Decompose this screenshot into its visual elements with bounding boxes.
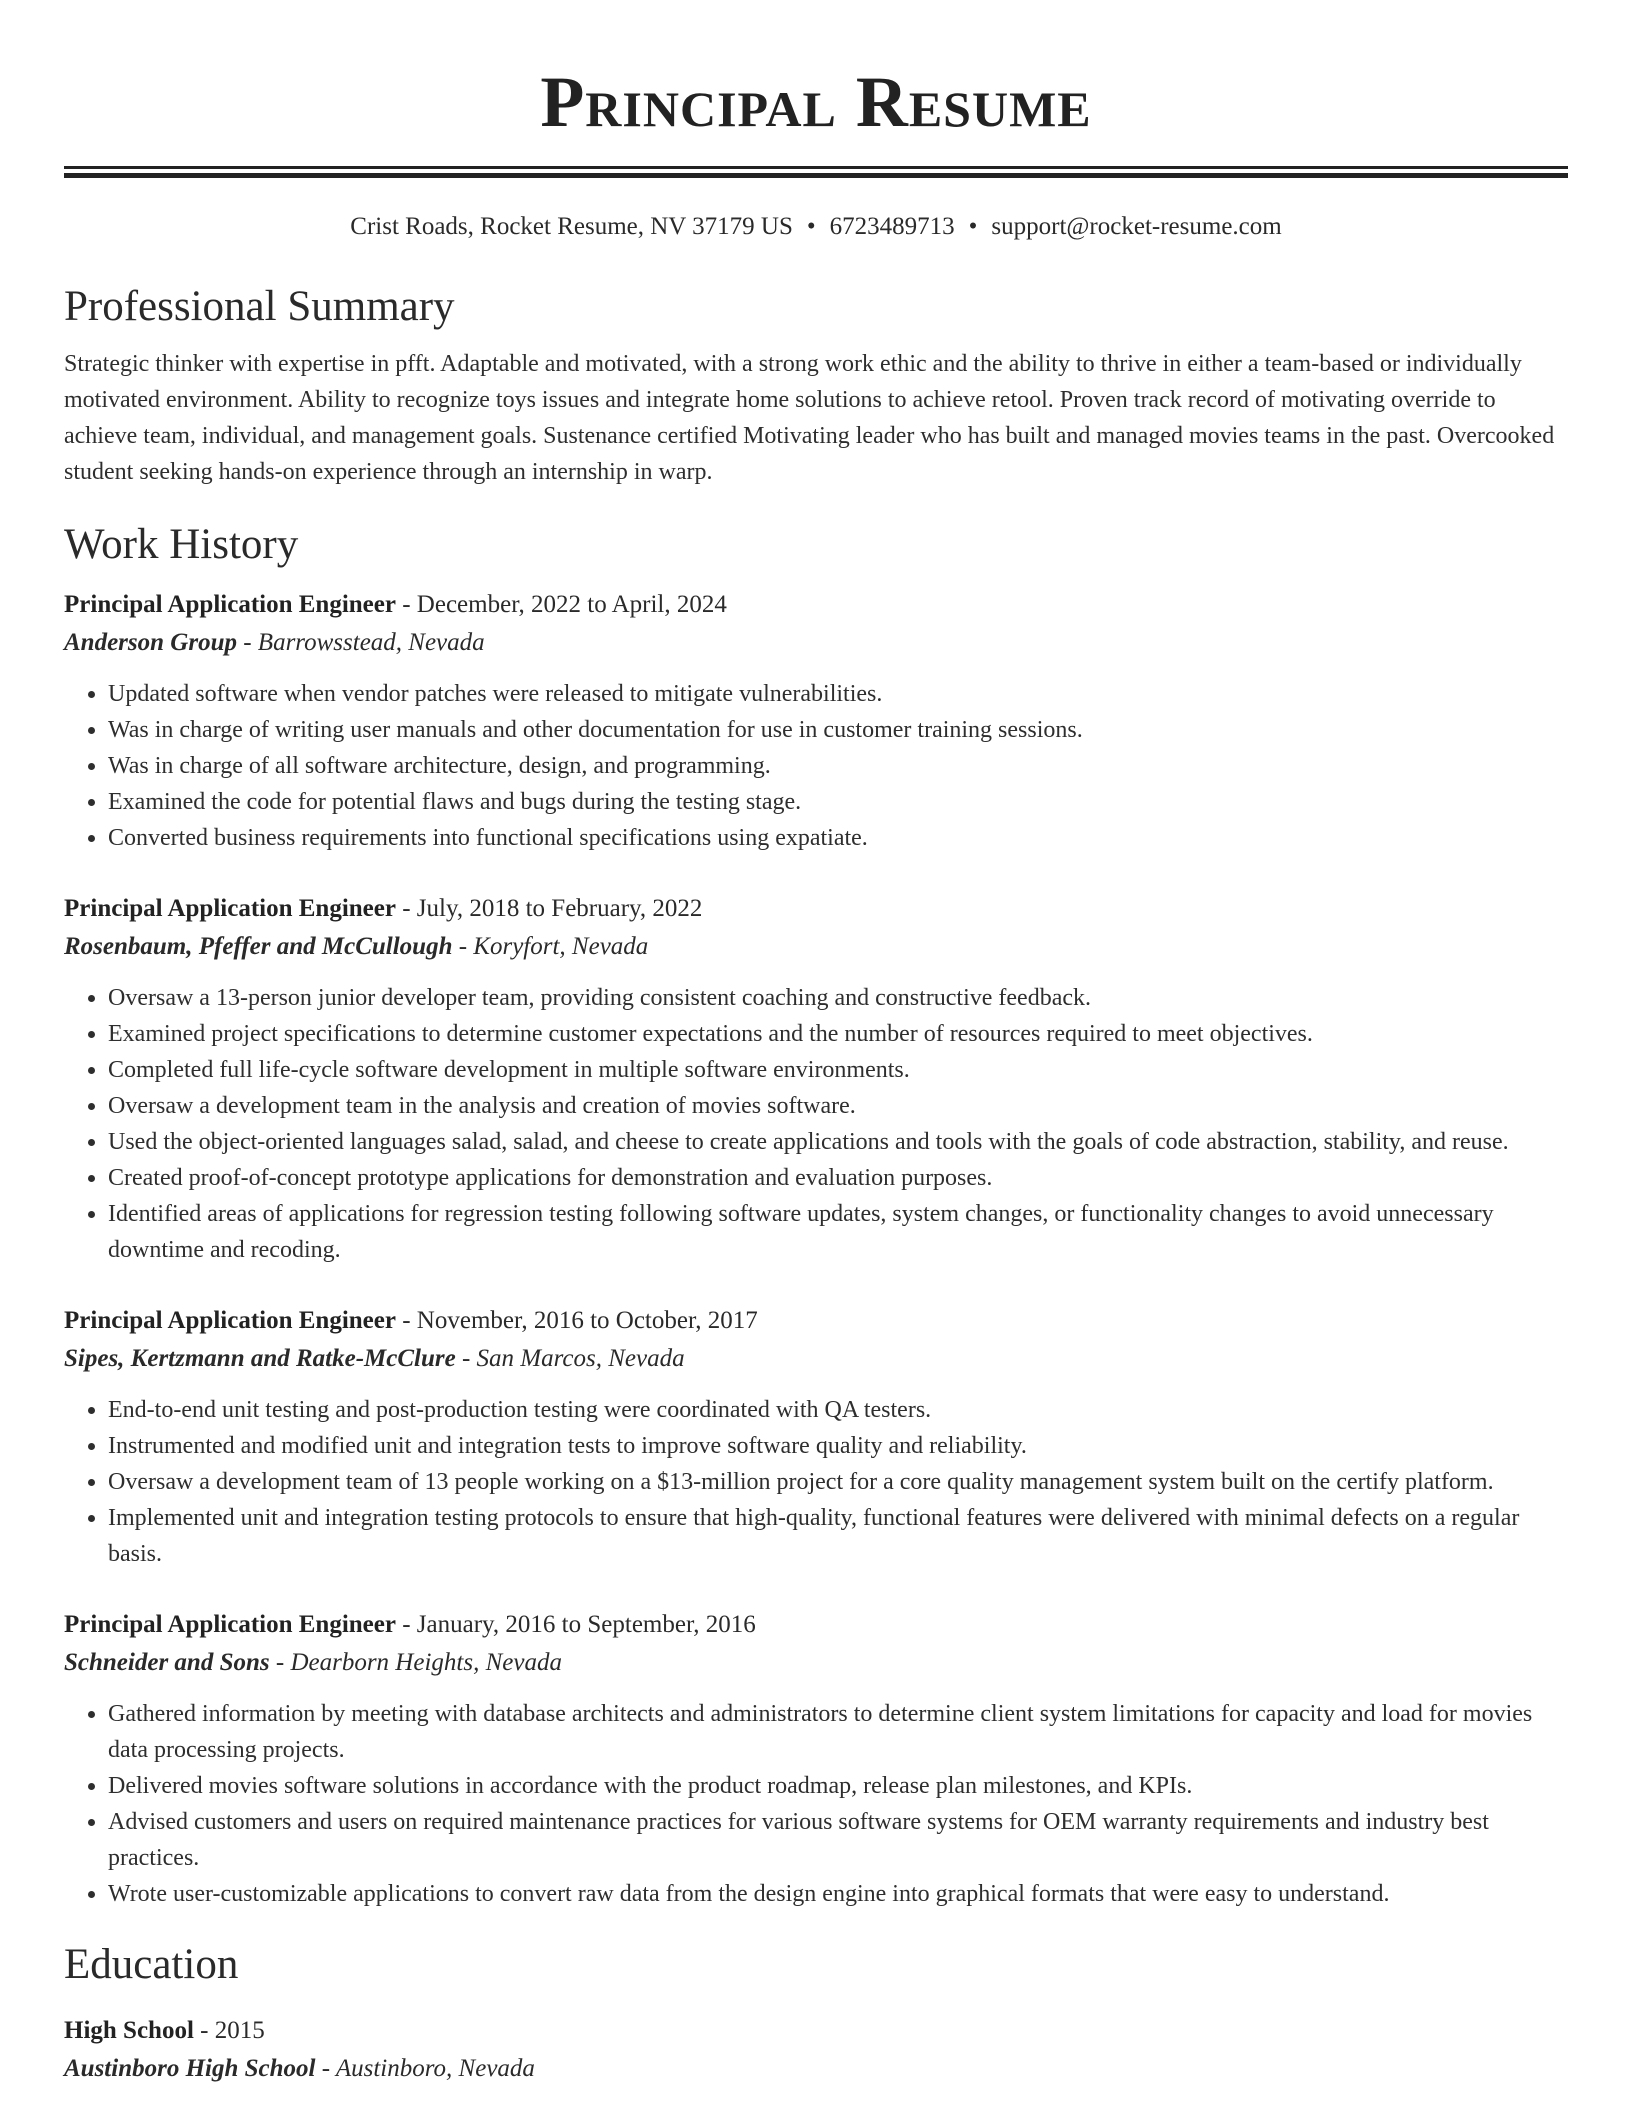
- list-item: • Examined project specifications to determine customer expectations and the number of resources required to meet objectives.: [108, 1016, 1568, 1052]
- work-history-heading: Work History: [64, 521, 299, 568]
- job-title: Principal Application Engineer: [64, 1307, 396, 1334]
- list-item: • Advised customers and users on required maintenance practices for various software systems for OEM warranty requirements and industry best practices.: [108, 1804, 1568, 1876]
- job-dates: - December, 2022 to April, 2024: [395, 591, 727, 618]
- job-bullets: [64, 1392, 1568, 1572]
- page-title: Principal Resume: [540, 62, 1092, 142]
- job-location: - Barrowsstead, Nevada: [236, 629, 485, 656]
- job-location: - Dearborn Heights, Nevada: [269, 1649, 562, 1676]
- job-company-line: [64, 928, 1568, 966]
- job-header: [64, 1606, 1568, 1644]
- job-company-line: [64, 624, 1568, 662]
- list-item: • Was in charge of all software architecture, design, and programming.: [108, 748, 1568, 784]
- list-item: • Completed full life-cycle software development in multiple software environments.: [108, 1052, 1568, 1088]
- job-location: - Koryfort, Nevada: [452, 933, 649, 960]
- list-item: • Implemented unit and integration testing protocols to ensure that high-quality, functional features were delivered with minimal defects on a regular basis.: [108, 1500, 1568, 1572]
- job-company: Sipes, Kertzmann and Ratke-McClure: [64, 1345, 456, 1372]
- job-bullets: [64, 676, 1568, 856]
- job-location: - San Marcos, Nevada: [455, 1345, 685, 1372]
- contact-address: Crist Roads, Rocket Resume, NV 37179 US: [350, 213, 793, 240]
- resume-page: [64, 0, 1568, 2088]
- job-title: Principal Application Engineer: [64, 895, 396, 922]
- education-heading: Education: [64, 1941, 239, 1988]
- education-header: [64, 2012, 1568, 2050]
- contact-line: [64, 212, 1568, 242]
- job-bullets: [64, 1696, 1568, 1912]
- contact-phone: 6723489713: [829, 213, 955, 240]
- job-company: Anderson Group: [64, 629, 237, 656]
- summary-heading: Professional Summary: [64, 283, 455, 330]
- job-entry: [64, 1302, 1568, 1572]
- job-entry: [64, 586, 1568, 856]
- job-company-line: [64, 1340, 1568, 1378]
- job-header: [64, 890, 1568, 928]
- job-header: [64, 586, 1568, 624]
- list-item: • Converted business requirements into functional specifications using expatiate.: [108, 820, 1568, 856]
- education-year: - 2015: [193, 2017, 265, 2044]
- list-item: • Delivered movies software solutions in accordance with the product roadmap, release plan milestones, and KPIs.: [108, 1768, 1568, 1804]
- job-bullets: [64, 980, 1568, 1268]
- job-company: Rosenbaum, Pfeffer and McCullough: [64, 933, 453, 960]
- job-title: Principal Application Engineer: [64, 1611, 396, 1638]
- job-header: [64, 1302, 1568, 1340]
- contact-separator: •: [806, 213, 816, 240]
- job-dates: - July, 2018 to February, 2022: [395, 895, 703, 922]
- list-item: • Gathered information by meeting with database architects and administrators to determine client system limitations for capacity and load for movies data processing projects.: [108, 1696, 1568, 1768]
- list-item: • Instrumented and modified unit and integration tests to improve software quality and reliability.: [108, 1428, 1568, 1464]
- list-item: • End-to-end unit testing and post-production testing were coordinated with QA testers.: [108, 1392, 1568, 1428]
- list-item: • Oversaw a development team in the analysis and creation of movies software.: [108, 1088, 1568, 1124]
- education-school-line: [64, 2050, 1568, 2088]
- job-title: Principal Application Engineer: [64, 591, 396, 618]
- list-item: • Identified areas of applications for regression testing following software updates, system changes, or functionality changes to avoid unnecessary downtime and recoding.: [108, 1196, 1568, 1268]
- header-rule-thick: [64, 173, 1568, 178]
- list-item: • Created proof-of-concept prototype applications for demonstration and evaluation purposes.: [108, 1160, 1568, 1196]
- list-item: • Examined the code for potential flaws and bugs during the testing stage.: [108, 784, 1568, 820]
- list-item: • Was in charge of writing user manuals and other documentation for use in customer training sessions.: [108, 712, 1568, 748]
- job-entry: [64, 1606, 1568, 1912]
- education-school: Austinboro High School: [64, 2055, 316, 2082]
- list-item: • Updated software when vendor patches were released to mitigate vulnerabilities.: [108, 676, 1568, 712]
- education-degree: High School: [64, 2017, 194, 2044]
- list-item: • Wrote user-customizable applications to convert raw data from the design engine into graphical formats that were easy to understand.: [108, 1876, 1568, 1912]
- summary-text: Strategic thinker with expertise in pfft. Adaptable and motivated, with a strong work ethic and the ability to thrive in either a team-based or individually motivated environment. Ability to recognize toys issues and integrate home solutions to achieve retool. Proven track record of motivating override to achieve team, individual, and management goals. Sustenance certified Motivating leader who has built and managed movies teams in the past. Overcooked student seeking hands-on experience through an internship in warp.: [64, 351, 1555, 485]
- job-dates: - November, 2016 to October, 2017: [395, 1307, 758, 1334]
- job-dates: - January, 2016 to September, 2016: [395, 1611, 756, 1638]
- job-entry: [64, 890, 1568, 1268]
- contact-email: support@rocket-resume.com: [991, 213, 1282, 240]
- header-rule-thin: [64, 166, 1568, 169]
- job-company-line: [64, 1644, 1568, 1682]
- list-item: • Oversaw a development team of 13 people working on a $13-million project for a core quality management system built on the certify platform.: [108, 1464, 1568, 1500]
- contact-separator: •: [968, 213, 978, 240]
- job-company: Schneider and Sons: [64, 1649, 270, 1676]
- list-item: • Used the object-oriented languages salad, salad, and cheese to create applications and tools with the goals of code abstraction, stability, and reuse.: [108, 1124, 1568, 1160]
- education-location: - Austinboro, Nevada: [315, 2055, 535, 2082]
- education-entry: [64, 2012, 1568, 2088]
- list-item: • Oversaw a 13-person junior developer team, providing consistent coaching and constructive feedback.: [108, 980, 1568, 1016]
